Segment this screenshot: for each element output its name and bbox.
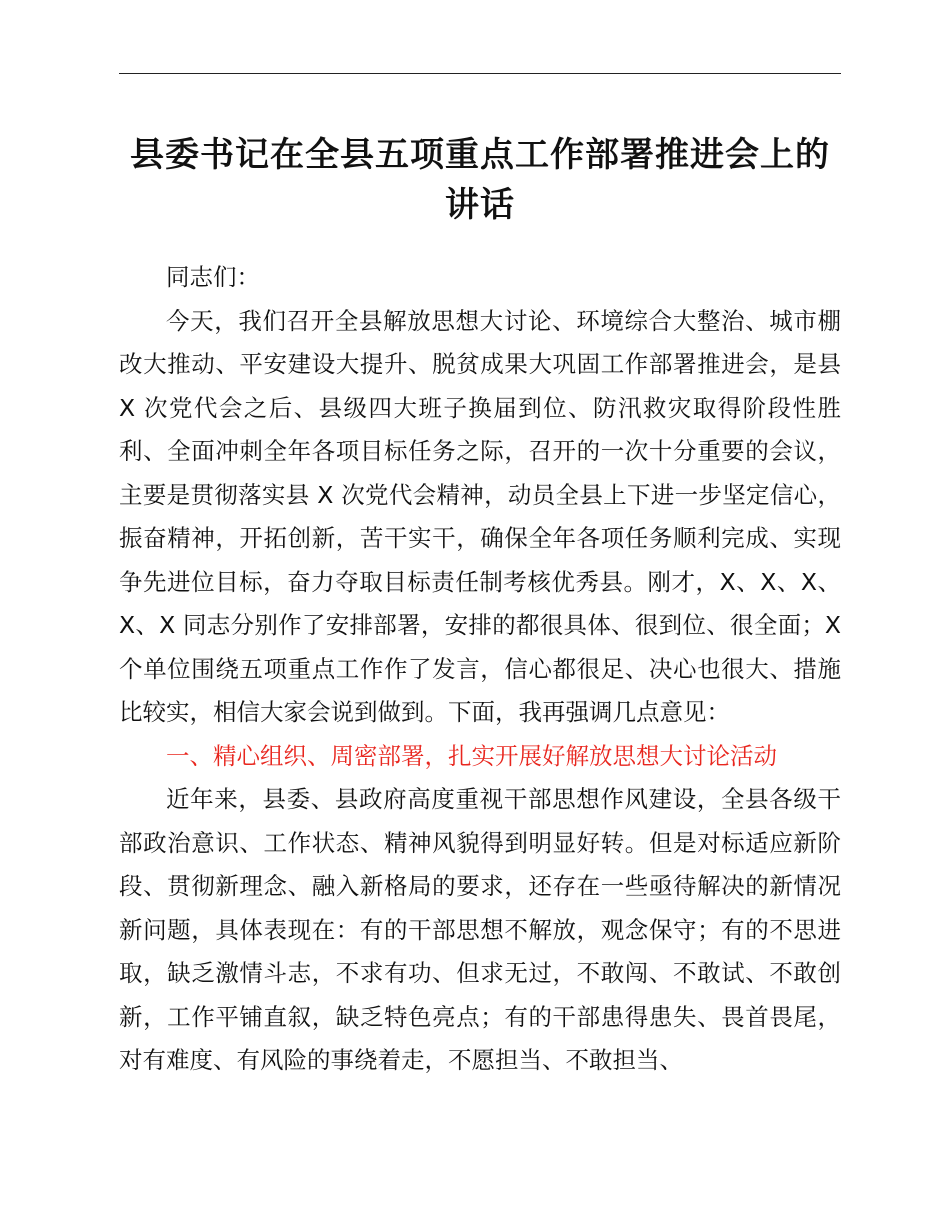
section-1-paragraph: 近年来，县委、县政府高度重视干部思想作风建设，全县各级干部政治意识、工作状态、精神风貌得到明显好转。但是对标适应新阶段、贯彻新理念、融入新格局的要求，还存在一些亟待解决的新情况新问题，具体表现在：有的干部思想不解放，观念保守；有的不思进取，缺乏激情斗志，不求有功、但求无过，不敢闯、不敢试、不敢创新，工作平铺直叙，缺乏特色亮点；有的干部患得患失、畏首畏尾，对有难度、有风险的事绕着走，不愿担当、不敢担当、 [119,785,841,1074]
document-title: 县委书记在全县五项重点工作部署推进会上的讲话 [130,135,830,225]
opening-paragraph: 今天，我们召开全县解放思想大讨论、环境综合大整治、城市棚改大推动、平安建设大提升、脱贫成果大巩固工作部署推进会，是县 X 次党代会之后、县级四大班子换届到位、防汛救灾取得阶段性胜利、全面冲刺全年各项目标任务之际，召开的一次十分重要的会议，主要是贯彻落实县 X 次党代会精神，动员全县上下进一步坚定信心，振奋精神，开拓创新，苦干实干，确保全年各项任务顺利完成、实现争先进位目标，奋力夺取目标责任制考核优秀县。刚才，X、X、X、X、X 同志分别作了安排部署，安排的都很具体、很到位、很全面；X 个单位围绕五项重点工作作了发言，信心都很足、决心也很大、措施比较实，相信大家会说到做到。下面，我再强调几点意见： [119,306,841,726]
document-body [119,256,841,1083]
salutation: 同志们： [166,263,260,291]
header-rule [119,73,841,74]
section-heading-1: 一、精心组织、周密部署，扎实开展好解放思想大讨论活动 [166,741,777,770]
